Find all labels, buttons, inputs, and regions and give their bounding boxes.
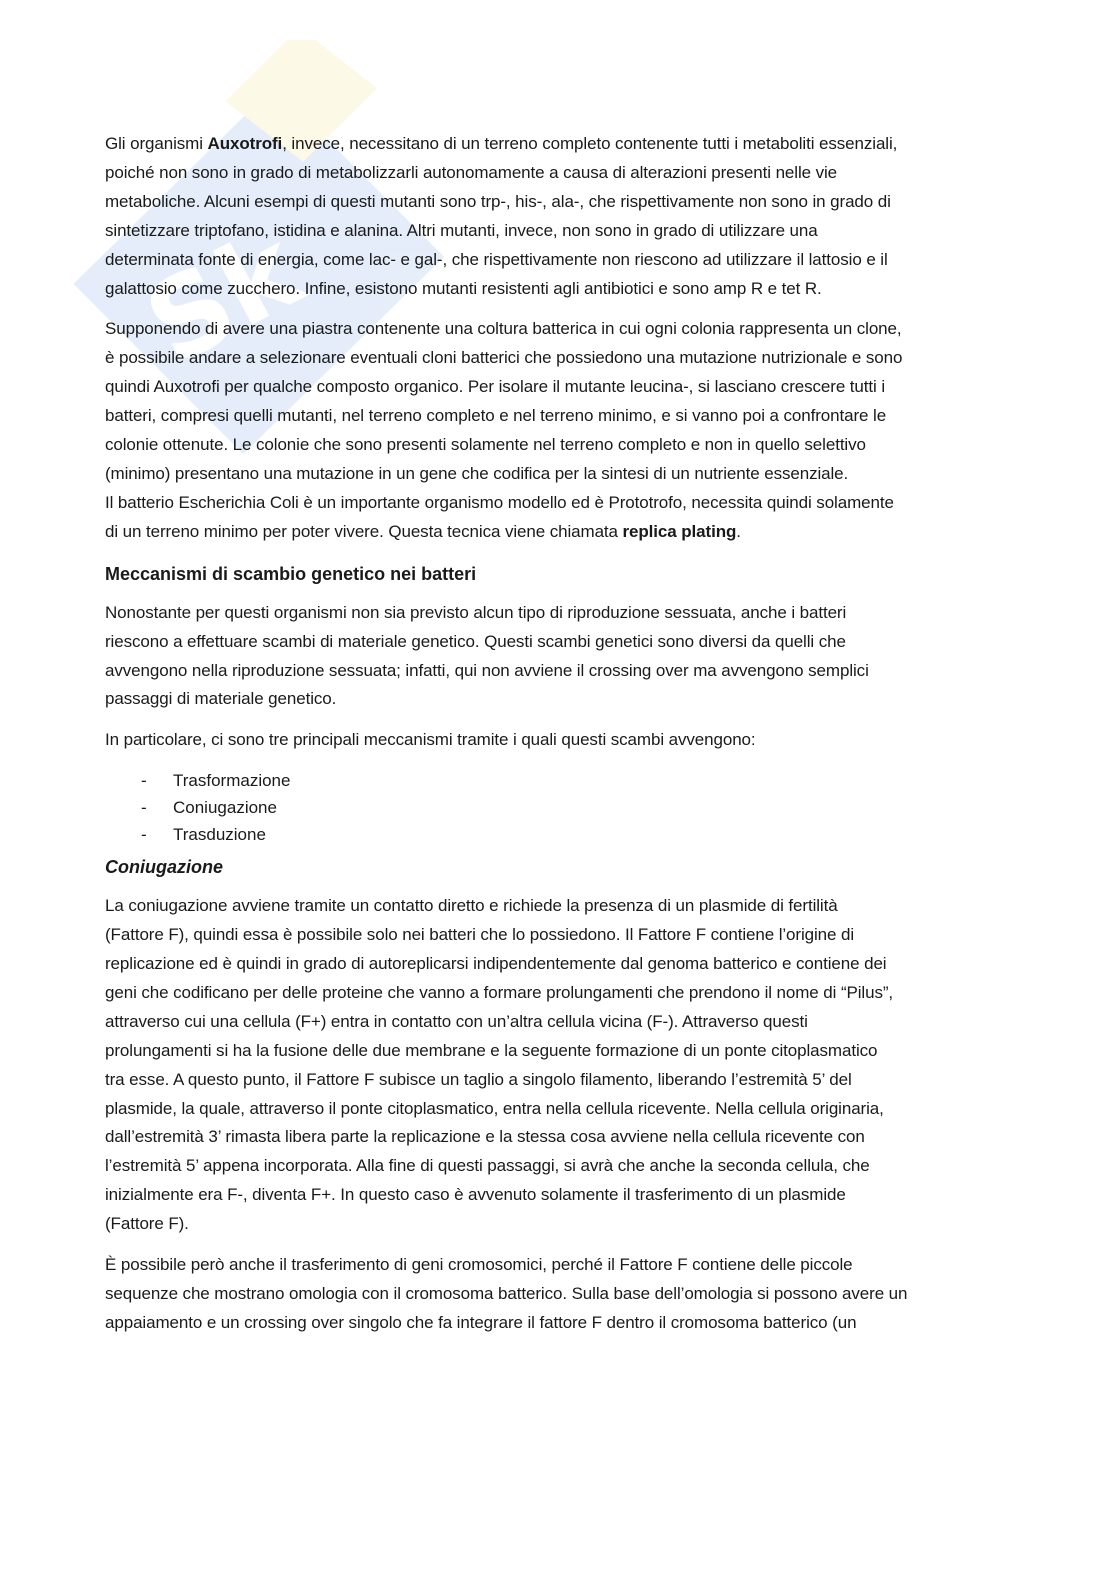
paragraph-scambi-genetici: Nonostante per questi organismi non sia previsto alcun tipo di riproduzione sessuata, anche i batteri riescono a effettuare scambi di materiale genetico. Questi scambi genetici sono diversi da quelli che avvengono nella riproduzione sessuata; infatti, qui non avviene il crossing over ma avvengono semplici passaggi di materiale genetico. (105, 602, 869, 709)
bold-term-replica-plating: replica plating (622, 521, 737, 541)
mechanisms-list (105, 767, 1005, 848)
subsection-heading-coniugazione: Coniugazione (105, 857, 223, 878)
paragraph-auxotrofi: Gli organismi Auxotrofi, invece, necessitano di un terreno completo contenente tutti i metaboliti essenziali, poiché non sono in grado di metabolizzarli autonomamente a causa di alterazioni presenti nelle vie metaboliche. Alcuni esempi di questi mutanti sono trp-, his-, ala-, che rispettivamente non sono in grado di sintetizzare triptofano, istidina e alanina. Altri mutanti, invece, non sono in grado di utilizzare una determinata fonte di energia, come lac- e gal-, che rispettivamente non riescono ad utilizzare il lattosio e il galattosio come zucchero. Infine, esistono mutanti resistenti agli antibiotici e sono amp R e tet R. (105, 134, 898, 298)
paragraph-meccanismi-intro: In particolare, ci sono tre principali meccanismi tramite i quali questi scambi avvengono: (105, 730, 756, 750)
paragraph-coniugazione: La coniugazione avviene tramite un contatto diretto e richiede la presenza di un plasmide di fertilità (Fattore F), quindi essa è possibile solo nei batteri che lo possiedono. Il Fattore F contiene l’origine di replicazione ed è quindi in grado di autoreplicarsi indipendentemente dal genoma batterico e contiene dei geni che codificano per delle proteine che vanno a formare prolungamenti che prendono il nome di “Pilus”, attraverso cui una cellula (F+) entra in contatto con un’altra cellula vicina (F-). Attraverso questi prolungamenti si ha la fusione delle due membrane e la seguente formazione di un ponte citoplasmatico tra esse. A questo punto, il Fattore F subisce un taglio a singolo filamento, liberando l’estremità 5’ del plasmide, la quale, attraverso il ponte citoplasmatico, entra nella cellula ricevente. Nella cellula originaria, dall’estremità 3’ rimasta libera parte la replicazione e la stessa cosa avviene nella cellula ricevente con l’estremità 5’ appena incorporata. Alla fine di questi passaggi, si avrà che anche la seconda cellula, che inizialmente era F-, diventa F+. In questo caso è avvenuto solamente il trasferimento di un plasmide (Fattore F). (105, 896, 894, 1234)
list-item: - Trasformazione (141, 771, 291, 791)
bold-term-auxotrofi: Auxotrofi (207, 134, 283, 153)
paragraph-geni-cromosomici: È possibile però anche il trasferimento di geni cromosomici, perché il Fattore F contiene delle piccole sequenze che mostrano omologia con il cromosoma batterico. Sulla base dell’omologia si possono avere un appaiamento e un crossing over singolo che fa integrare il fattore F dentro il cromosoma batterico (un (105, 1255, 908, 1332)
list-item: - Trasduzione (141, 825, 266, 845)
section-heading: Meccanismi di scambio genetico nei batteri (105, 563, 477, 584)
list-item: - Coniugazione (141, 798, 277, 818)
paragraph-replica-plating: Supponendo di avere una piastra contenente una coltura batterica in cui ogni colonia rappresenta un clone, è possibile andare a selezionare eventuali cloni batterici che possiedono una mutazione nutrizionale e sono quindi Auxotrofi per qualche composto organico. Per isolare il mutante leucina-, si lasciano crescere tutti i batteri, compresi quelli mutanti, nel terreno completo e nel terreno minimo, e si vanno poi a confrontare le colonie ottenute. Le colonie che sono presenti solamente nel terreno completo e non in quello selettivo (minimo) presentano una mutazione in un gene che codifica per la sintesi di un nutriente essenziale. Il batterio Escherichia Coli è un importante organismo modello ed è Prototrofo, necessita quindi solamente di un terreno minimo per poter vivere. Questa tecnica viene chiamata replica plating. (105, 319, 903, 541)
document-page (105, 130, 1005, 1338)
svg-text:Sk: Sk (126, 204, 321, 390)
